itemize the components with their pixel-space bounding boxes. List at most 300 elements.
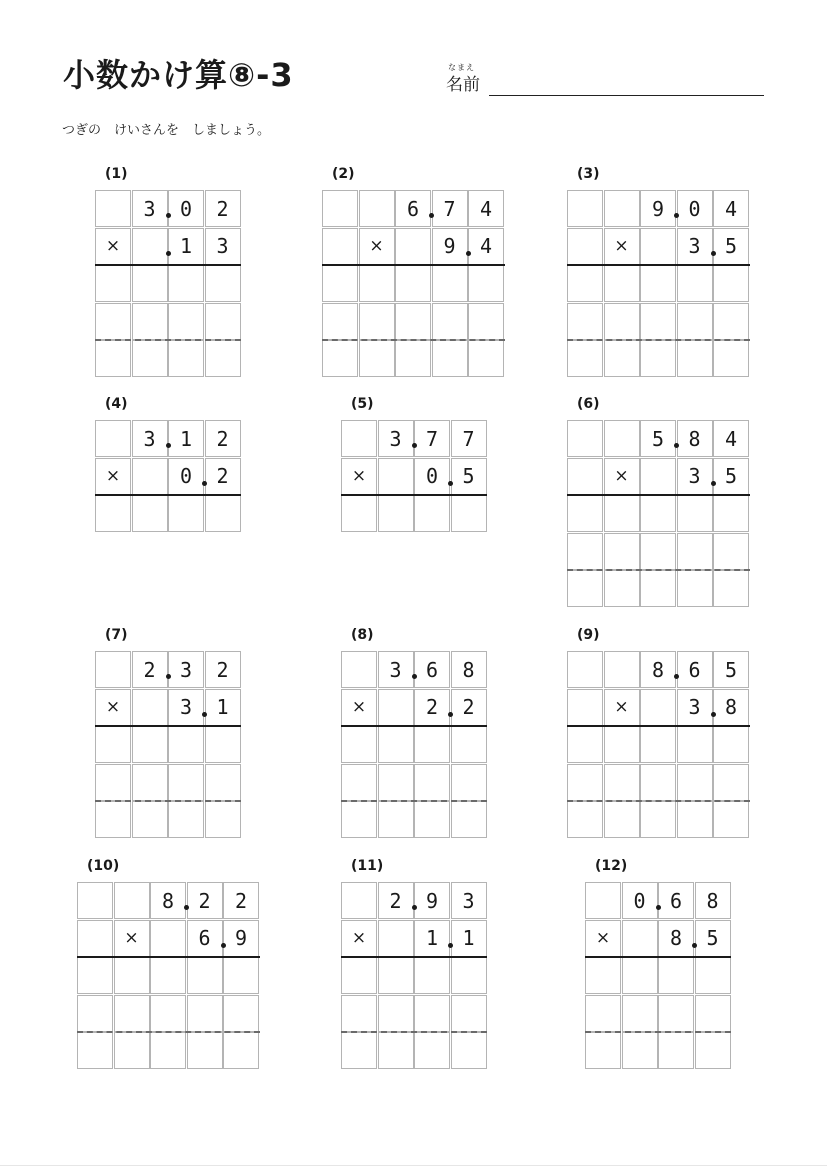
- answer-cell[interactable]: [395, 265, 431, 302]
- answer-cell[interactable]: [604, 726, 640, 763]
- answer-cell[interactable]: [713, 570, 749, 607]
- multiplicand-digit: 9: [414, 882, 450, 919]
- answer-cell[interactable]: [567, 764, 603, 801]
- multiplier-digit: [567, 689, 603, 726]
- multiplicand-digit: 2: [223, 882, 259, 919]
- multiplicand-digit: [567, 190, 603, 227]
- answer-cell[interactable]: [604, 533, 640, 570]
- product-line: [95, 264, 241, 266]
- answer-cell[interactable]: [414, 764, 450, 801]
- problem-10: [77, 858, 260, 1070]
- answer-cell[interactable]: [604, 265, 640, 302]
- answer-cell[interactable]: [432, 265, 468, 302]
- multiplier-digit: 9: [432, 228, 468, 265]
- problem-11: [341, 858, 487, 1070]
- answer-cell[interactable]: [168, 265, 204, 302]
- answer-cell[interactable]: [451, 995, 487, 1032]
- answer-cell[interactable]: [713, 303, 749, 340]
- answer-cell[interactable]: [95, 726, 131, 763]
- instructions: つぎの けいさんを しましょう。: [62, 123, 271, 138]
- problem-label: (3): [577, 166, 600, 182]
- multiplier-digit: [77, 920, 113, 957]
- answer-cell[interactable]: [451, 764, 487, 801]
- problem-6: [567, 396, 750, 608]
- decimal-point: [692, 943, 697, 948]
- multiplicand-digit: 1: [168, 420, 204, 457]
- problem-12: [585, 858, 731, 1070]
- answer-cell[interactable]: [341, 495, 377, 532]
- decimal-point: [166, 674, 171, 679]
- multiplier-digit: 1: [168, 228, 204, 265]
- answer-cell[interactable]: [205, 495, 241, 532]
- answer-cell[interactable]: [150, 957, 186, 994]
- worksheet-title: 小数かけ算⑧-3: [63, 56, 294, 94]
- answer-cell[interactable]: [567, 340, 603, 377]
- answer-cell[interactable]: [677, 340, 713, 377]
- answer-cell[interactable]: [604, 495, 640, 532]
- sum-dashed-line: [322, 339, 505, 341]
- decimal-point: [412, 674, 417, 679]
- answer-cell[interactable]: [378, 764, 414, 801]
- multiplicand-digit: 3: [168, 651, 204, 688]
- answer-cell[interactable]: [77, 957, 113, 994]
- answer-cell[interactable]: [677, 303, 713, 340]
- answer-cell[interactable]: [359, 340, 395, 377]
- multiplier-digit: 3: [677, 228, 713, 265]
- multiplicand-digit: 0: [622, 882, 658, 919]
- times-sign: ×: [95, 458, 131, 495]
- multiplicand-digit: 9: [640, 190, 676, 227]
- answer-cell[interactable]: [223, 1032, 259, 1069]
- multiplier-digit: 5: [713, 458, 749, 495]
- answer-cell[interactable]: [640, 764, 676, 801]
- multiplicand-digit: 2: [187, 882, 223, 919]
- multiplicand-digit: [604, 420, 640, 457]
- times-sign: ×: [341, 920, 377, 957]
- multiplier-digit: 2: [451, 689, 487, 726]
- multiplicand-digit: [77, 882, 113, 919]
- multiplicand-digit: 2: [132, 651, 168, 688]
- answer-cell[interactable]: [658, 957, 694, 994]
- answer-cell[interactable]: [150, 995, 186, 1032]
- answer-cell[interactable]: [114, 1032, 150, 1069]
- decimal-point: [448, 481, 453, 486]
- decimal-point: [466, 251, 471, 256]
- decimal-point: [166, 213, 171, 218]
- multiplicand-digit: [567, 420, 603, 457]
- answer-cell[interactable]: [114, 957, 150, 994]
- problem-label: (7): [105, 627, 128, 643]
- problem-8: [341, 627, 487, 839]
- name-label: 名前: [446, 75, 480, 95]
- answer-cell[interactable]: [713, 726, 749, 763]
- sum-dashed-line: [341, 1031, 487, 1033]
- multiplier-digit: 3: [677, 689, 713, 726]
- answer-cell[interactable]: [567, 570, 603, 607]
- answer-cell[interactable]: [567, 303, 603, 340]
- problem-1: [95, 166, 241, 378]
- answer-cell[interactable]: [341, 726, 377, 763]
- product-line: [341, 725, 487, 727]
- product-line: [567, 264, 750, 266]
- answer-cell[interactable]: [341, 764, 377, 801]
- answer-cell[interactable]: [567, 726, 603, 763]
- answer-cell[interactable]: [95, 495, 131, 532]
- multiplicand-digit: [95, 190, 131, 227]
- product-line: [567, 494, 750, 496]
- answer-cell[interactable]: [567, 495, 603, 532]
- answer-cell[interactable]: [359, 303, 395, 340]
- answer-cell[interactable]: [132, 303, 168, 340]
- multiplicand-digit: 6: [677, 651, 713, 688]
- multiplicand-digit: 2: [378, 882, 414, 919]
- multiplicand-digit: [604, 651, 640, 688]
- multiplicand-digit: 3: [378, 420, 414, 457]
- answer-cell[interactable]: [585, 995, 621, 1032]
- answer-cell[interactable]: [132, 764, 168, 801]
- answer-cell[interactable]: [414, 995, 450, 1032]
- times-sign: ×: [95, 228, 131, 265]
- times-sign: ×: [585, 920, 621, 957]
- answer-cell[interactable]: [223, 957, 259, 994]
- problem-2: [322, 166, 505, 378]
- problem-label: (5): [351, 396, 374, 412]
- answer-cell[interactable]: [132, 495, 168, 532]
- decimal-point: [202, 481, 207, 486]
- answer-cell[interactable]: [395, 340, 431, 377]
- answer-cell[interactable]: [604, 764, 640, 801]
- answer-cell[interactable]: [359, 265, 395, 302]
- answer-cell[interactable]: [658, 995, 694, 1032]
- product-line: [341, 494, 487, 496]
- answer-cell[interactable]: [585, 1032, 621, 1069]
- problem-5: [341, 396, 487, 533]
- answer-cell[interactable]: [378, 995, 414, 1032]
- problem-label: (11): [351, 858, 384, 874]
- decimal-point: [448, 943, 453, 948]
- answer-cell[interactable]: [640, 533, 676, 570]
- answer-cell[interactable]: [168, 340, 204, 377]
- multiplicand-digit: 8: [150, 882, 186, 919]
- multiplicand-digit: [585, 882, 621, 919]
- name-ruby: なまえ: [448, 63, 475, 72]
- answer-cell[interactable]: [322, 303, 358, 340]
- multiplicand-digit: 3: [451, 882, 487, 919]
- answer-cell[interactable]: [168, 764, 204, 801]
- times-sign: ×: [604, 458, 640, 495]
- multiplicand-digit: 4: [468, 190, 504, 227]
- multiplier-digit: [567, 458, 603, 495]
- multiplier-digit: 9: [223, 920, 259, 957]
- multiplicand-digit: [114, 882, 150, 919]
- multiplier-digit: [132, 689, 168, 726]
- answer-cell[interactable]: [378, 801, 414, 838]
- sum-dashed-line: [95, 339, 241, 341]
- answer-cell[interactable]: [695, 1032, 731, 1069]
- product-line: [585, 956, 731, 958]
- multiplicand-digit: 6: [658, 882, 694, 919]
- answer-cell[interactable]: [604, 303, 640, 340]
- decimal-point: [711, 712, 716, 717]
- product-line: [95, 494, 241, 496]
- answer-cell[interactable]: [95, 265, 131, 302]
- answer-cell[interactable]: [677, 265, 713, 302]
- sum-dashed-line: [585, 1031, 731, 1033]
- name-write-line[interactable]: [489, 95, 764, 96]
- answer-cell[interactable]: [451, 801, 487, 838]
- decimal-point: [412, 905, 417, 910]
- sum-dashed-line: [567, 800, 750, 802]
- answer-cell[interactable]: [451, 1032, 487, 1069]
- multiplicand-digit: 3: [132, 190, 168, 227]
- answer-cell[interactable]: [677, 764, 713, 801]
- multiplicand-digit: 7: [451, 420, 487, 457]
- answer-cell[interactable]: [604, 340, 640, 377]
- answer-cell[interactable]: [695, 995, 731, 1032]
- multiplicand-digit: [359, 190, 395, 227]
- answer-cell[interactable]: [322, 340, 358, 377]
- product-line: [567, 725, 750, 727]
- answer-cell[interactable]: [205, 265, 241, 302]
- answer-cell[interactable]: [95, 764, 131, 801]
- multiplicand-digit: [322, 190, 358, 227]
- answer-cell[interactable]: [341, 801, 377, 838]
- multiplier-digit: [395, 228, 431, 265]
- sum-dashed-line: [95, 800, 241, 802]
- answer-cell[interactable]: [378, 495, 414, 532]
- answer-cell[interactable]: [640, 303, 676, 340]
- multiplicand-digit: 3: [378, 651, 414, 688]
- multiplier-digit: [378, 920, 414, 957]
- answer-cell[interactable]: [95, 340, 131, 377]
- problem-label: (6): [577, 396, 600, 412]
- answer-cell[interactable]: [622, 995, 658, 1032]
- answer-cell[interactable]: [713, 533, 749, 570]
- multiplier-digit: 1: [451, 920, 487, 957]
- answer-cell[interactable]: [414, 726, 450, 763]
- multiplier-digit: 3: [168, 689, 204, 726]
- answer-cell[interactable]: [378, 957, 414, 994]
- sum-dashed-line: [77, 1031, 260, 1033]
- decimal-point: [166, 443, 171, 448]
- answer-cell[interactable]: [585, 957, 621, 994]
- answer-cell[interactable]: [604, 801, 640, 838]
- multiplier-digit: [132, 458, 168, 495]
- answer-cell[interactable]: [677, 801, 713, 838]
- answer-cell[interactable]: [640, 726, 676, 763]
- answer-cell[interactable]: [150, 1032, 186, 1069]
- decimal-point: [202, 712, 207, 717]
- multiplier-digit: 3: [205, 228, 241, 265]
- answer-cell[interactable]: [132, 801, 168, 838]
- answer-cell[interactable]: [414, 495, 450, 532]
- multiplier-digit: 0: [168, 458, 204, 495]
- answer-cell[interactable]: [205, 340, 241, 377]
- times-sign: ×: [604, 689, 640, 726]
- multiplier-digit: 6: [187, 920, 223, 957]
- multiplicand-digit: [604, 190, 640, 227]
- answer-cell[interactable]: [640, 801, 676, 838]
- multiplicand-digit: 3: [132, 420, 168, 457]
- problem-label: (4): [105, 396, 128, 412]
- answer-cell[interactable]: [414, 957, 450, 994]
- answer-cell[interactable]: [468, 265, 504, 302]
- answer-cell[interactable]: [432, 340, 468, 377]
- answer-cell[interactable]: [132, 340, 168, 377]
- problem-4: [95, 396, 241, 533]
- answer-cell[interactable]: [677, 726, 713, 763]
- answer-cell[interactable]: [640, 495, 676, 532]
- answer-cell[interactable]: [95, 303, 131, 340]
- multiplicand-digit: 2: [205, 190, 241, 227]
- answer-cell[interactable]: [713, 801, 749, 838]
- answer-cell[interactable]: [468, 303, 504, 340]
- answer-cell[interactable]: [132, 726, 168, 763]
- multiplier-digit: [640, 458, 676, 495]
- multiplier-digit: 1: [414, 920, 450, 957]
- multiplicand-digit: 0: [168, 190, 204, 227]
- answer-cell[interactable]: [622, 1032, 658, 1069]
- answer-cell[interactable]: [713, 495, 749, 532]
- answer-cell[interactable]: [451, 726, 487, 763]
- answer-cell[interactable]: [168, 726, 204, 763]
- answer-cell[interactable]: [378, 1032, 414, 1069]
- answer-cell[interactable]: [223, 995, 259, 1032]
- answer-cell[interactable]: [205, 303, 241, 340]
- answer-cell[interactable]: [604, 570, 640, 607]
- answer-cell[interactable]: [640, 340, 676, 377]
- answer-cell[interactable]: [414, 1032, 450, 1069]
- answer-cell[interactable]: [658, 1032, 694, 1069]
- decimal-point: [221, 943, 226, 948]
- multiplicand-digit: 8: [677, 420, 713, 457]
- answer-cell[interactable]: [341, 995, 377, 1032]
- answer-cell[interactable]: [168, 303, 204, 340]
- times-sign: ×: [114, 920, 150, 957]
- problem-label: (10): [87, 858, 120, 874]
- problem-label: (12): [595, 858, 628, 874]
- answer-cell[interactable]: [187, 957, 223, 994]
- page-bottom-border: [0, 1165, 827, 1166]
- multiplier-digit: [567, 228, 603, 265]
- multiplicand-digit: 6: [414, 651, 450, 688]
- answer-cell[interactable]: [187, 995, 223, 1032]
- answer-cell[interactable]: [677, 495, 713, 532]
- answer-cell[interactable]: [378, 726, 414, 763]
- multiplicand-digit: 4: [713, 420, 749, 457]
- answer-cell[interactable]: [114, 995, 150, 1032]
- answer-cell[interactable]: [205, 801, 241, 838]
- multiplicand-digit: [341, 651, 377, 688]
- answer-cell[interactable]: [677, 533, 713, 570]
- multiplier-digit: [132, 228, 168, 265]
- answer-cell[interactable]: [432, 303, 468, 340]
- answer-cell[interactable]: [622, 957, 658, 994]
- multiplier-digit: 3: [677, 458, 713, 495]
- decimal-point: [448, 712, 453, 717]
- multiplier-digit: [640, 689, 676, 726]
- multiplier-digit: [622, 920, 658, 957]
- answer-cell[interactable]: [95, 801, 131, 838]
- answer-cell[interactable]: [187, 1032, 223, 1069]
- answer-cell[interactable]: [713, 764, 749, 801]
- problem-3: [567, 166, 750, 378]
- times-sign: ×: [95, 689, 131, 726]
- sum-dashed-line: [567, 339, 750, 341]
- answer-cell[interactable]: [341, 957, 377, 994]
- answer-cell[interactable]: [677, 570, 713, 607]
- multiplier-digit: 5: [451, 458, 487, 495]
- multiplicand-digit: 7: [414, 420, 450, 457]
- product-line: [322, 264, 505, 266]
- answer-cell[interactable]: [168, 801, 204, 838]
- answer-cell[interactable]: [322, 265, 358, 302]
- product-line: [341, 956, 487, 958]
- times-sign: ×: [604, 228, 640, 265]
- decimal-point: [711, 481, 716, 486]
- answer-cell[interactable]: [77, 995, 113, 1032]
- answer-cell[interactable]: [451, 957, 487, 994]
- answer-cell[interactable]: [640, 570, 676, 607]
- answer-cell[interactable]: [77, 1032, 113, 1069]
- multiplier-digit: 5: [695, 920, 731, 957]
- multiplicand-digit: [567, 651, 603, 688]
- multiplicand-digit: 4: [713, 190, 749, 227]
- answer-cell[interactable]: [451, 495, 487, 532]
- multiplicand-digit: [341, 420, 377, 457]
- answer-cell[interactable]: [567, 533, 603, 570]
- multiplicand-digit: [95, 420, 131, 457]
- multiplicand-digit: 5: [640, 420, 676, 457]
- answer-cell[interactable]: [567, 801, 603, 838]
- multiplicand-digit: 7: [432, 190, 468, 227]
- answer-cell[interactable]: [168, 495, 204, 532]
- answer-cell[interactable]: [713, 265, 749, 302]
- problem-7: [95, 627, 241, 839]
- sum-dashed-line: [341, 800, 487, 802]
- multiplier-digit: 2: [414, 689, 450, 726]
- multiplier-digit: [378, 689, 414, 726]
- multiplicand-digit: [95, 651, 131, 688]
- answer-cell[interactable]: [205, 726, 241, 763]
- answer-cell[interactable]: [468, 340, 504, 377]
- times-sign: ×: [359, 228, 395, 265]
- problem-label: (2): [332, 166, 355, 182]
- answer-cell[interactable]: [341, 1032, 377, 1069]
- times-sign: ×: [341, 689, 377, 726]
- multiplicand-digit: 5: [713, 651, 749, 688]
- decimal-point: [656, 905, 661, 910]
- answer-cell[interactable]: [567, 265, 603, 302]
- answer-cell[interactable]: [414, 801, 450, 838]
- multiplicand-digit: 8: [695, 882, 731, 919]
- answer-cell[interactable]: [640, 265, 676, 302]
- multiplier-digit: [640, 228, 676, 265]
- answer-cell[interactable]: [713, 340, 749, 377]
- answer-cell[interactable]: [132, 265, 168, 302]
- problem-9: [567, 627, 750, 839]
- answer-cell[interactable]: [205, 764, 241, 801]
- multiplier-digit: 1: [205, 689, 241, 726]
- multiplicand-digit: 0: [677, 190, 713, 227]
- multiplier-digit: [322, 228, 358, 265]
- answer-cell[interactable]: [395, 303, 431, 340]
- answer-cell[interactable]: [695, 957, 731, 994]
- decimal-point: [412, 443, 417, 448]
- multiplier-digit: 2: [205, 458, 241, 495]
- problem-label: (1): [105, 166, 128, 182]
- product-line: [95, 725, 241, 727]
